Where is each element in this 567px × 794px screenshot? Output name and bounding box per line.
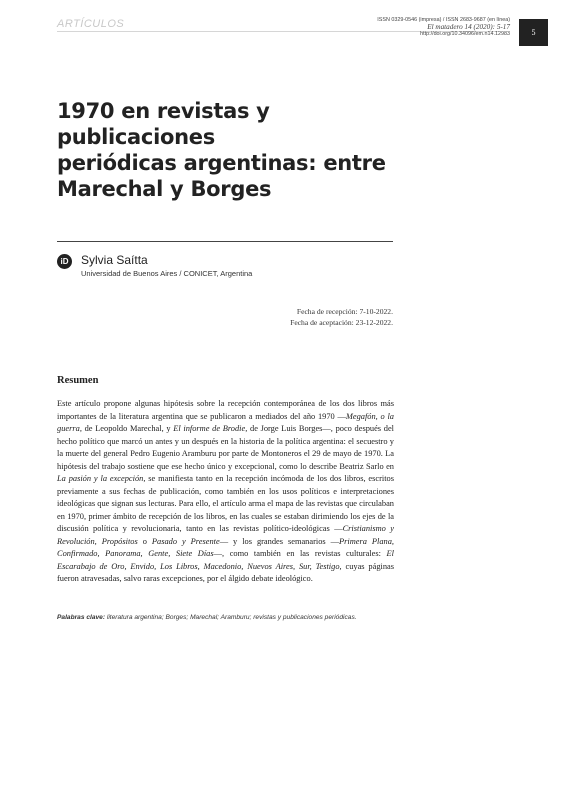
title-line: periódicas argentinas: entre — [57, 151, 386, 175]
doi-link[interactable]: http://doi.org/10.34096/em.n14.12983 — [420, 31, 510, 38]
journal-citation: El matadero 14 (2020): 5-17 — [427, 23, 510, 32]
accepted-date: Fecha de aceptación: 23-12-2022. — [290, 318, 393, 327]
abstract-text: Este artículo propone algunas hipótesis sobre la recepción contemporánea de los dos libros más importantes de la literatura argentina que se publicaron a mediados del año 1970 —Megafón, o la guerra, de Leopoldo Marechal, y El informe de Brodie, de Jorge Luis Borges—, poco después del hecho político que marcó un antes y un después en la historia de la política argentina: el secuestro y la muerte del general Pedro Eugenio Aramburu por parte de Montoneros el 29 de mayo de 1970. La hipótesis del trabajo sostiene que ese hecho único y excepcional, como lo describe Beatriz Sarlo en La pasión y la excepción, se manifiesta tanto en la recepción incómoda de los dos libros, escritos previamente a sus fechas de publicación, como también en los usos políticos e interpretaciones ideológicas que signan sus lecturas. Para ello, el artículo arma el mapa de las revistas que circulaban en 1970, primer ámbito de recepción de los libros, en las cuales se estaban dirimiendo los ejes de la discusión política y revolucionaria, tanto en las revistas político-ideológicas —Cristianismo y Revolución, Propósitos o Pasado y Presente— y los grandes semanarios —Primera Plana, Confirmado, Panorama, Gente, Siete Días—, como también en las revistas culturales: El Escarabajo de Oro, Envido, Los Libros, Macedonio, Nuevos Aires, Sur, Testigo, cuyas páginas fueron atravesadas, salvo raras excepciones, por el álgido debate ideológico. — [57, 399, 395, 583]
keywords — [57, 613, 397, 622]
title-line: 1970 en revistas y publicaciones — [57, 99, 270, 149]
author-name: Sylvia Saítta — [81, 253, 148, 267]
article-title — [57, 98, 397, 202]
author-affiliation: Universidad de Buenos Aires / CONICET, Argentina — [81, 269, 253, 278]
section-label: ARTÍCULOS — [57, 18, 125, 30]
author-divider — [57, 241, 393, 242]
received-date: Fecha de recepción: 7-10-2022. — [296, 307, 393, 316]
journal-info — [377, 17, 510, 39]
page-number: 5 — [519, 19, 548, 46]
keywords-label: Palabras clave: — [57, 614, 106, 621]
abstract-heading: Resumen — [57, 375, 99, 386]
keywords-list: literatura argentina; Borges; Marechal; Aramburu; revistas y publicaciones periódicas. — [105, 614, 357, 621]
issn-line: ISSN 0329-0546 (impresa) / ISSN 2683-9687 (en línea) — [377, 17, 510, 23]
submission-dates — [290, 306, 393, 328]
title-line: Marechal y Borges — [57, 177, 272, 201]
orcid-icon[interactable]: iD — [57, 254, 72, 269]
